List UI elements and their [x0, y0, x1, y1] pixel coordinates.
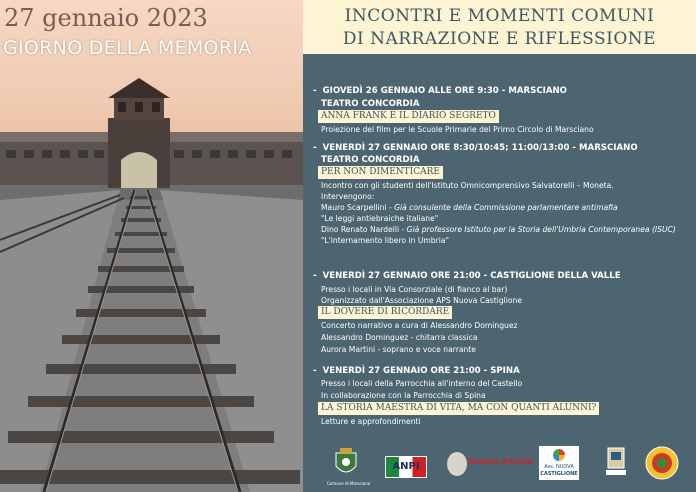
event-2-title: - VENERDÌ 27 GENNAIO ORE 8:30/10:45; 11:00/13:00 - MARSCIANO	[313, 143, 638, 153]
event-2-line: "L'internamento libero in Umbria"	[321, 236, 449, 245]
auschwitz-gate-illustration	[0, 0, 303, 492]
event-4-title: - VENERDÌ 27 GENNAIO ORE 21:00 - SPINA	[313, 366, 520, 376]
event-name-heading: GIORNO DELLA MEMORIA	[3, 37, 252, 59]
header-line-1: INCONTRI E MOMENTI COMUNI	[344, 6, 655, 26]
event-3-title: - VENERDÌ 27 GENNAIO ORE 21:00 - CASTIGLIONE DELLA VALLE	[313, 271, 621, 281]
comune-marsciano-crest-icon	[333, 448, 359, 478]
poster-header	[303, 0, 696, 54]
date-heading: 27 gennaio 2023	[4, 4, 208, 32]
portrait-icon	[447, 452, 467, 476]
event-2-line: Intervengono:	[321, 192, 375, 201]
spina-association-logo	[645, 446, 679, 480]
header-line-2: DI NARRAZIONE E RIFLESSIONE	[342, 29, 657, 49]
nuova-castiglione-text-2: CASTIGLIONE	[540, 471, 578, 477]
nuova-castiglione-text-1: Ass. NUOVA	[544, 464, 574, 470]
comune-marsciano-label: Comune di Marsciano	[327, 481, 371, 486]
event-4-line: Letture e approfondimenti	[321, 417, 421, 426]
sponsor-logos	[305, 440, 696, 492]
event-2-banner: PER NON DIMENTICARE	[318, 166, 443, 179]
event-2-line: "Le leggi antiebraiche italiane"	[321, 214, 439, 223]
event-3-pre-line: Organizzato dall'Associazione APS Nuova Castiglione	[321, 296, 523, 305]
nuova-castiglione-logo	[539, 446, 579, 480]
event-4-pre-line: Presso i locali della Parrocchia all'interno del Castello	[321, 379, 523, 388]
event-3-line: Aurora Martini - soprano e voce narrante	[321, 345, 476, 354]
sandro-pertini-text: Sandro Pertini	[468, 457, 534, 466]
event-3-banner: IL DOVERE DI RICORDARE	[318, 306, 452, 319]
event-3-pre-line: Presso i locali in Via Consorziale (di fianco al bar)	[321, 285, 508, 294]
anpi-logo-text: ANPI	[392, 461, 420, 472]
railway-photo	[0, 0, 303, 492]
event-2-speaker-1: Mauro Scarpellini - Già consulente della Commissione parlamentare antimafia	[321, 203, 618, 212]
anpi-flag-logo	[385, 456, 427, 478]
event-1-title: - GIOVEDÌ 26 GENNAIO ALLE ORE 9:30 - MARSCIANO	[313, 86, 567, 96]
event-1-banner: ANNA FRANK E IL DIARIO SEGRETO	[318, 110, 499, 123]
event-1-venue: TEATRO CONCORDIA	[321, 99, 420, 109]
sandro-pertini-logo	[447, 452, 534, 476]
event-1-line: Proiezione del film per le Scuole Primarie del Primo Circolo di Marsciano	[321, 125, 594, 134]
event-3-line: Alessandro Dominguez - chitarra classica	[321, 333, 478, 342]
event-2-speaker-2: Dino Renato Nardelli - Già professore Istituto per la Storia dell'Umbria Contemporanea (ISUC)	[321, 225, 676, 234]
event-3-line: Concerto narrativo a cura di Alessandro Dominguez	[321, 321, 518, 330]
event-2-venue: TEATRO CONCORDIA	[321, 155, 420, 165]
istituto-crest-icon	[605, 446, 627, 478]
event-4-banner: LA STORIA MAESTRA DI VITA, MA CON QUANTI ALUNNI?	[318, 402, 599, 415]
event-4-pre-line: In collaborazione con la Parrocchia di Spina	[321, 391, 486, 400]
event-2-line: Incontro con gli studenti dell'Istituto Omnicomprensivo Salvatorelli – Moneta.	[321, 181, 614, 190]
colorful-circle-icon	[553, 449, 565, 461]
